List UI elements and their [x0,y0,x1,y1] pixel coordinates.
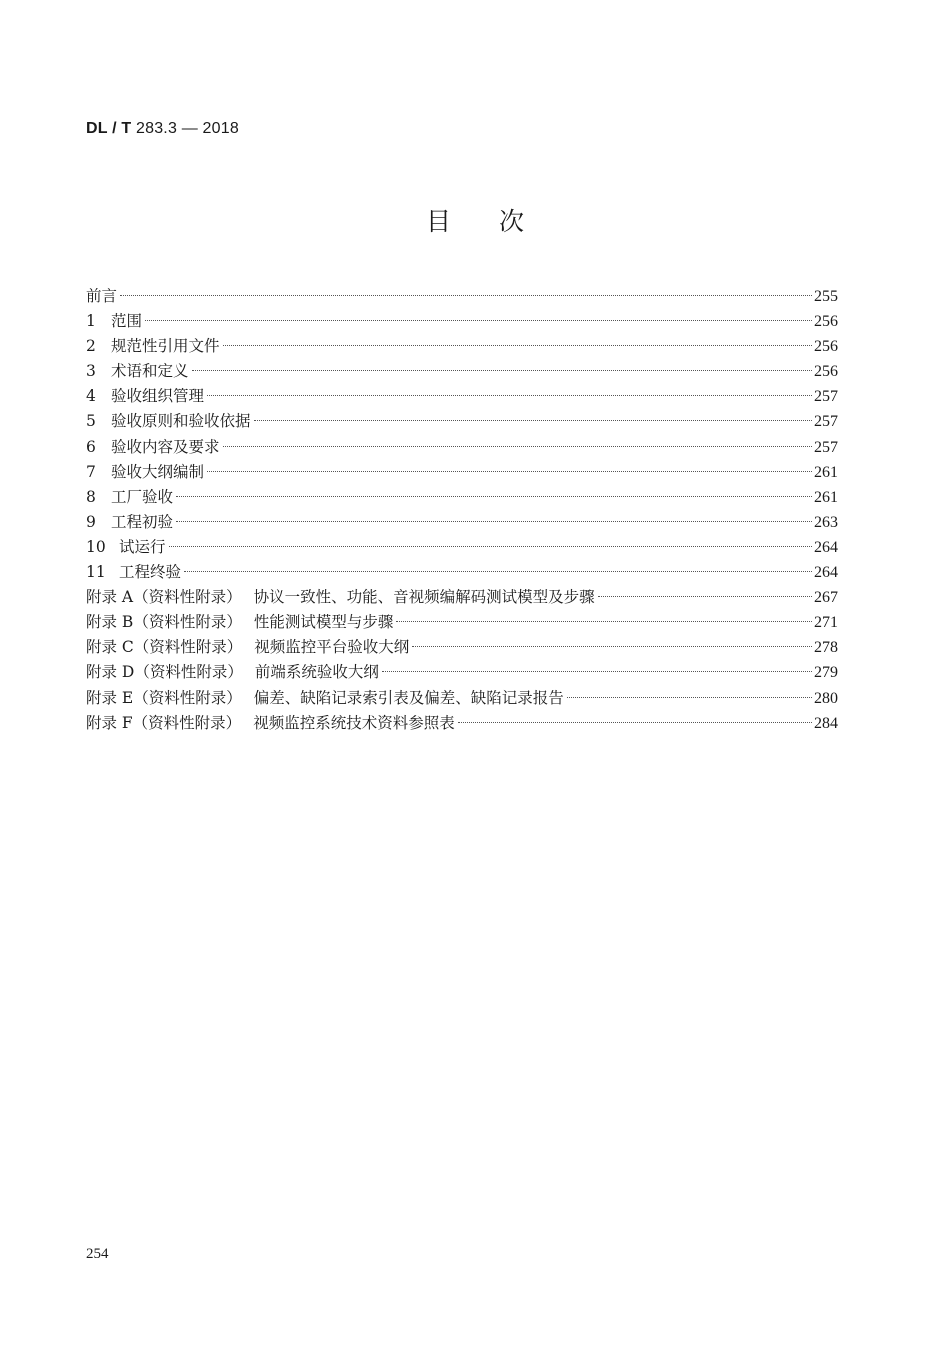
dot-leader [192,370,812,371]
toc-entry-page: 267 [814,589,838,607]
toc-entry-number: 2 [86,337,96,356]
toc-entry-page: 278 [814,639,838,657]
dot-leader [412,646,812,647]
dot-leader [396,621,812,622]
toc-entry-label: 视频监控系统技术资料参照表 [253,713,455,732]
toc-entry-label: 范围 [111,312,143,331]
toc-entry-page: 261 [814,488,838,506]
dot-leader [176,521,812,522]
dot-leader [223,345,812,346]
toc-entry-number: 6 [86,437,96,456]
toc-entry-6[interactable] [86,435,838,460]
standard-code [86,120,239,138]
toc-appendix-e[interactable] [86,686,838,711]
page-number: 254 [86,1246,109,1262]
toc-entry-page: 257 [814,413,838,431]
toc-entry-page: 284 [814,714,838,732]
toc-entry-page: 279 [814,664,838,682]
dot-leader [176,496,812,497]
toc-entry-foreword[interactable] [86,284,838,309]
dot-leader [120,295,812,296]
toc-entry-10[interactable] [86,535,838,560]
toc-entry-page: 256 [814,338,838,356]
toc-entry-label: 协议一致性、功能、音视频编解码测试模型及步骤 [253,588,595,607]
toc-entry-label: 验收原则和验收依据 [111,412,251,431]
appendix-prefix: 附录 D（资料性附录） [86,663,243,682]
dot-leader [598,596,812,597]
appendix-prefix: 附录 C（资料性附录） [86,638,243,657]
toc-entry-page: 264 [814,564,838,582]
toc-entry-11[interactable] [86,560,838,585]
toc-entry-label: 试运行 [119,537,166,556]
dot-leader [207,395,812,396]
dot-leader [254,420,812,421]
dot-leader [567,697,812,698]
toc-entry-label: 规范性引用文件 [111,337,220,356]
toc-entry-label: 偏差、缺陷记录索引表及偏差、缺陷记录报告 [253,688,564,707]
toc-entry-9[interactable] [86,510,838,535]
toc-entry-number: 10 [86,537,106,556]
toc-entry-number: 4 [86,387,96,406]
dot-leader [169,546,812,547]
toc-appendix-b[interactable] [86,610,838,635]
toc-entry-page: 263 [814,513,838,531]
toc-entry-number: 11 [86,563,106,582]
toc-entry-number: 1 [86,312,96,331]
standard-number: 283.3 — 2018 [131,120,239,137]
toc-entry-number: 8 [86,487,96,506]
toc-entry-number: 5 [86,412,96,431]
toc-entry-page: 271 [814,614,838,632]
appendix-prefix: 附录 A（资料性附录） [86,588,242,607]
appendix-prefix: 附录 B（资料性附录） [86,613,242,632]
toc-entry-label: 前端系统验收大纲 [254,663,379,682]
toc-entry-number: 7 [86,462,96,481]
toc-entry-page: 256 [814,313,838,331]
toc-entry-label: 前言 [86,287,118,305]
toc-appendix-c[interactable] [86,635,838,660]
standard-prefix: DL / T [86,120,132,137]
page-title: 目次 [425,207,572,236]
toc-entry-page: 261 [814,463,838,481]
toc-entry-page: 257 [814,388,838,406]
toc-entry-label: 性能测试模型与步骤 [253,613,394,632]
toc-entry-3[interactable] [86,359,838,384]
appendix-prefix: 附录 E（资料性附录） [86,688,242,707]
toc-appendix-f[interactable] [86,711,838,736]
appendix-prefix: 附录 F（资料性附录） [86,713,242,732]
toc-entry-page: 255 [814,288,838,305]
dot-leader [382,671,812,672]
toc-appendix-a[interactable] [86,585,838,610]
toc-entry-4[interactable] [86,384,838,409]
dot-leader [458,722,812,723]
toc-entry-label: 验收内容及要求 [111,437,220,456]
dot-leader [223,446,812,447]
table-of-contents [86,284,838,736]
toc-entry-number: 3 [86,362,96,381]
toc-entry-8[interactable] [86,485,838,510]
toc-entry-page: 280 [814,689,838,707]
dot-leader [184,571,812,572]
toc-entry-label: 工程终验 [119,563,182,582]
toc-entry-label: 术语和定义 [111,362,189,381]
toc-entry-label: 工程初验 [111,512,174,531]
toc-entry-5[interactable] [86,409,838,434]
toc-entry-number: 9 [86,512,96,531]
toc-entry-2[interactable] [86,334,838,359]
toc-entry-label: 验收组织管理 [111,387,205,406]
toc-entry-label: 验收大纲编制 [111,462,205,481]
toc-appendix-d[interactable] [86,660,838,685]
toc-entry-label: 视频监控平台验收大纲 [254,638,410,657]
dot-leader [207,471,812,472]
dot-leader [145,320,812,321]
toc-entry-7[interactable] [86,460,838,485]
toc-entry-page: 264 [814,538,838,556]
toc-entry-page: 256 [814,363,838,381]
toc-entry-page: 257 [814,438,838,456]
toc-entry-label: 工厂验收 [111,487,174,506]
toc-entry-1[interactable] [86,309,838,334]
